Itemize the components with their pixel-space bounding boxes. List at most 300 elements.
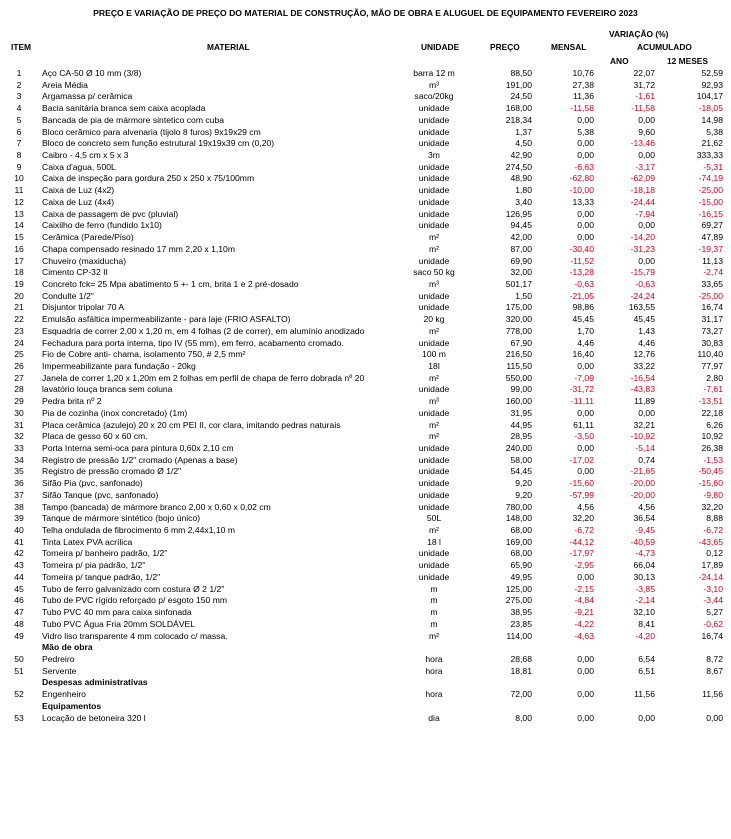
unit: unidade xyxy=(418,454,450,465)
material-name: Bacia sanitária branca sem caixa acoplada xyxy=(42,103,206,114)
table-row xyxy=(0,115,731,127)
material-name: Bloco de concreto sem função estrutural 19x19x39 cm (0,20) xyxy=(42,138,275,149)
table-row xyxy=(0,525,731,537)
year-variation: -3,85 xyxy=(635,583,655,594)
price: 28,95 xyxy=(510,431,532,442)
unit: saco 50 kg xyxy=(413,267,455,278)
twelve-month-variation: 10,92 xyxy=(701,431,723,442)
price: 780,00 xyxy=(505,501,532,512)
year-variation: 31,72 xyxy=(633,79,655,90)
unit: unidade xyxy=(418,290,450,301)
year-variation: -18,18 xyxy=(630,185,655,196)
price: 320,00 xyxy=(505,314,532,325)
monthly-variation: 0,00 xyxy=(577,443,594,453)
item-number: 45 xyxy=(14,583,24,594)
item-number: 39 xyxy=(14,513,24,524)
unit: m² xyxy=(428,419,440,430)
twelve-month-variation: 30,83 xyxy=(701,337,723,348)
material-name: Placa cerâmica (azulejo) 20 x 20 cm PEI II, cor clara, imitando pedras naturais xyxy=(42,419,341,430)
price: 275,00 xyxy=(505,595,532,606)
unit: m² xyxy=(428,372,440,383)
item-number: 35 xyxy=(14,466,24,477)
table-row xyxy=(0,560,731,572)
price: 550,00 xyxy=(505,372,532,383)
item-number: 33 xyxy=(14,443,24,453)
item-number: 40 xyxy=(14,525,24,536)
price: 3,40 xyxy=(515,196,532,207)
item-number: 15 xyxy=(14,232,24,243)
material-name: Vidro liso transparente 4 mm colocado c/ massa. xyxy=(42,630,228,641)
year-variation: -24,24 xyxy=(630,290,655,301)
monthly-variation: 13,33 xyxy=(572,196,594,207)
table-row xyxy=(0,291,731,303)
item-number: 22 xyxy=(14,314,24,325)
monthly-variation: -4,63 xyxy=(574,630,594,641)
material-name: Sifão Pia (pvc, sanfonado) xyxy=(42,478,143,489)
unit: unidade xyxy=(418,126,450,137)
price: 28,68 xyxy=(510,653,532,664)
material-name: Sifão Tanque (pvc, sanfonado) xyxy=(42,489,159,500)
twelve-month-variation: 11,13 xyxy=(702,255,723,266)
header-material: MATERIAL xyxy=(207,42,250,52)
monthly-variation: 0,00 xyxy=(577,360,594,371)
year-variation: 36,54 xyxy=(633,513,655,524)
twelve-month-variation: 0,00 xyxy=(706,712,723,723)
table-row xyxy=(0,127,731,139)
twelve-month-variation: -15,60 xyxy=(698,478,723,489)
item-number: 17 xyxy=(14,255,24,266)
table-row xyxy=(0,466,731,478)
unit: unidade xyxy=(418,255,450,266)
price: 69,90 xyxy=(510,255,532,266)
material-name: Janela de correr 1,20 x 1,20m em 2 folhas em perfil de chapa de ferro dobrada nº 20 xyxy=(42,372,365,383)
twelve-month-variation: -3,44 xyxy=(703,595,723,606)
monthly-variation: -0,63 xyxy=(574,278,594,289)
twelve-month-variation: -15,00 xyxy=(698,196,723,207)
item-number: 23 xyxy=(14,325,24,336)
twelve-month-variation: 32,20 xyxy=(701,501,723,512)
price: 274,50 xyxy=(505,161,532,172)
twelve-month-variation: -19,37 xyxy=(698,243,723,254)
material-name: Caixa de Luz (4x2) xyxy=(42,185,115,196)
item-number: 53 xyxy=(14,712,24,723)
material-name: Porta Interna semi-oca para pintura 0,60x 2,10 cm xyxy=(42,443,234,453)
unit: unidade xyxy=(418,161,450,172)
twelve-month-variation: 8,67 xyxy=(706,665,723,676)
year-variation: 163,55 xyxy=(628,302,655,313)
material-name: Tampo (bancada) de mármore branco 2,00 x 0,60 x 0,02 cm xyxy=(42,501,271,512)
twelve-month-variation: -50,45 xyxy=(698,466,723,477)
twelve-month-variation: 21,62 xyxy=(701,138,723,149)
monthly-variation: -7,09 xyxy=(574,372,594,383)
price: 88,50 xyxy=(510,68,532,78)
year-variation: -20,00 xyxy=(630,489,655,500)
unit: m³ xyxy=(428,396,440,407)
material-name: Cerâmica (Parede/Piso) xyxy=(42,232,134,243)
table-row xyxy=(0,326,731,338)
twelve-month-variation: 73,27 xyxy=(701,325,723,336)
year-variation: 11,56 xyxy=(634,689,655,700)
price: 168,00 xyxy=(505,103,532,114)
material-name: Locação de betoneira 320 l xyxy=(42,712,146,723)
year-variation: -5,14 xyxy=(635,443,655,453)
year-variation: 32,21 xyxy=(633,419,655,430)
table-row xyxy=(0,513,731,525)
price: 72,00 xyxy=(510,689,532,700)
monthly-variation: 0,00 xyxy=(577,208,594,219)
table-row xyxy=(0,572,731,584)
year-variation: -15,79 xyxy=(630,267,655,278)
unit: m³ xyxy=(428,278,440,289)
monthly-variation: 0,00 xyxy=(577,665,594,676)
material-name: Caixilho de ferro (fundido 1x10) xyxy=(42,220,162,231)
table-row xyxy=(0,267,731,279)
monthly-variation: 0,00 xyxy=(577,232,594,243)
table-row xyxy=(0,490,731,502)
price: 125,00 xyxy=(505,583,532,594)
unit: m² xyxy=(428,525,440,536)
monthly-variation: 0,00 xyxy=(577,689,594,700)
table-row xyxy=(0,138,731,150)
twelve-month-variation: 110,40 xyxy=(697,349,723,360)
item-number: 49 xyxy=(14,630,24,641)
price: 240,00 xyxy=(505,443,532,453)
price: 175,00 xyxy=(505,302,532,313)
unit: unidade xyxy=(418,196,450,207)
material-name: Cimento CP-32 II xyxy=(42,267,108,278)
table-row xyxy=(0,103,731,115)
unit: m xyxy=(430,618,438,629)
unit: unidade xyxy=(418,501,450,512)
material-name: Concreto fck= 25 Mpa abatimento 5 +- 1 cm, brita 1 e 2 pré-dosado xyxy=(42,278,299,289)
year-variation: 1,43 xyxy=(638,325,655,336)
year-variation: 33,22 xyxy=(633,360,655,371)
twelve-month-variation: 2,80 xyxy=(706,372,723,383)
year-variation: 0,00 xyxy=(638,150,655,161)
item-number: 26 xyxy=(14,360,24,371)
material-name: Engenheiro xyxy=(42,689,86,700)
material-name: Argamassa p/ cerâmica xyxy=(42,91,133,102)
monthly-variation: -11,11 xyxy=(570,396,594,407)
item-number: 9 xyxy=(16,161,22,172)
year-variation: 6,54 xyxy=(638,653,655,664)
material-name: Torneira p/ pia padrão, 1/2" xyxy=(42,560,146,571)
unit: m² xyxy=(428,243,440,254)
monthly-variation: 1,70 xyxy=(577,325,594,336)
year-variation: 0,00 xyxy=(638,114,655,125)
item-number: 41 xyxy=(14,536,24,547)
twelve-month-variation: 0,12 xyxy=(706,548,723,559)
twelve-month-variation: -74,19 xyxy=(698,173,723,184)
year-variation: 32,10 xyxy=(633,607,655,618)
item-number: 32 xyxy=(14,431,24,442)
header-12-meses: 12 MESES xyxy=(667,56,708,66)
material-name: Fechadura para porta interna, tipo IV (55 mm), em ferro, acabamento cromado. xyxy=(42,337,344,348)
material-name: Placa de gesso 60 x 60 cm. xyxy=(42,431,148,442)
header-mensal: MENSAL xyxy=(551,42,587,52)
year-variation: 0,00 xyxy=(638,255,655,266)
unit: unidade xyxy=(418,337,450,348)
unit: 18l xyxy=(428,360,440,371)
table-row xyxy=(0,431,731,443)
monthly-variation: 0,00 xyxy=(577,150,594,161)
material-name: Chapa compensado resinado 17 mm 2,20 x 1,10m xyxy=(42,243,235,254)
price: 148,00 xyxy=(505,513,532,524)
item-number: 19 xyxy=(14,278,24,289)
item-number: 46 xyxy=(14,595,24,606)
table-row xyxy=(0,443,731,455)
monthly-variation: 5,38 xyxy=(577,126,594,137)
material-name: Caixa de Luz (4x4) xyxy=(42,196,115,207)
unit: m² xyxy=(428,232,440,243)
price: 65,90 xyxy=(510,560,532,571)
group-label: Mão de obra xyxy=(42,642,93,653)
unit: unidade xyxy=(418,478,450,489)
group-spacer xyxy=(0,677,38,689)
price: 4,50 xyxy=(515,138,532,149)
twelve-month-variation: 14,98 xyxy=(701,114,723,125)
twelve-month-variation: -7,61 xyxy=(703,384,723,395)
monthly-variation: 0,00 xyxy=(577,653,594,664)
twelve-month-variation: 17,89 xyxy=(701,560,723,571)
monthly-variation: 0,00 xyxy=(577,220,594,231)
table-row xyxy=(0,713,731,725)
material-name: Tanque de mármore sintético (bojo único) xyxy=(42,513,201,524)
price: 9,20 xyxy=(515,489,532,500)
monthly-variation: -2,15 xyxy=(574,583,594,594)
monthly-variation: -57,99 xyxy=(569,489,594,500)
price: 115,50 xyxy=(506,360,532,371)
price: 58,00 xyxy=(510,454,532,465)
unit: 100 m xyxy=(422,349,446,360)
year-variation: 6,51 xyxy=(638,665,655,676)
price: 54,45 xyxy=(510,466,532,477)
table-row xyxy=(0,584,731,596)
table-row xyxy=(0,279,731,291)
year-variation: 30,13 xyxy=(633,571,655,582)
item-number: 5 xyxy=(16,114,22,125)
material-name: Fio de Cobre anti- chama, isolamento 750, # 2,5 mm² xyxy=(42,349,246,360)
table-row xyxy=(0,197,731,209)
material-name: Registro de pressão 1/2" cromado (Apenas a base) xyxy=(42,454,238,465)
price: 32,00 xyxy=(510,267,532,278)
material-name: Pia de cozinha (inox concretado) (1m) xyxy=(42,407,188,418)
material-name: Esquadria de correr 2,00 x 1,20 m, em 4 folhas (2 de correr), em alumínio anodizado xyxy=(42,325,365,336)
table-row xyxy=(0,256,731,268)
year-variation: -21,65 xyxy=(630,466,655,477)
item-number: 42 xyxy=(14,548,24,559)
price-table-body xyxy=(0,68,731,724)
table-row xyxy=(0,173,731,185)
item-number: 47 xyxy=(14,607,24,618)
table-row xyxy=(0,654,731,666)
table-row xyxy=(0,209,731,221)
unit: 50L xyxy=(426,513,442,524)
table-row xyxy=(0,384,731,396)
table-row xyxy=(0,162,731,174)
material-name: Caixa de passagem de pvc (pluvial) xyxy=(42,208,179,219)
table-row xyxy=(0,338,731,350)
item-number: 31 xyxy=(14,419,24,430)
header-acumulado: ACUMULADO xyxy=(637,42,692,52)
twelve-month-variation: 5,27 xyxy=(706,607,723,618)
material-name: Bancada de pia de mármore sintetico com cuba xyxy=(42,114,225,125)
unit: 20 kg xyxy=(423,314,445,325)
twelve-month-variation: -9,80 xyxy=(703,489,723,500)
material-name: Telha ondulada de fibrocimento 6 mm 2,44x1,10 m xyxy=(42,525,235,536)
twelve-month-variation: 77,97 xyxy=(701,360,723,371)
monthly-variation: 0,00 xyxy=(577,571,594,582)
material-name: lavatório louça branca sem coluna xyxy=(42,384,173,395)
twelve-month-variation: 8,88 xyxy=(706,513,723,524)
monthly-variation: 4,56 xyxy=(577,501,594,512)
price: 68,00 xyxy=(510,525,532,536)
item-number: 37 xyxy=(14,489,24,500)
item-number: 3 xyxy=(16,91,22,102)
monthly-variation: -10,00 xyxy=(569,185,594,196)
group-spacer xyxy=(0,701,38,713)
material-name: Tubo de PVC rígido reforçado p/ esgoto 150 mm xyxy=(42,595,228,606)
monthly-variation: -31,72 xyxy=(569,384,594,395)
price: 38,95 xyxy=(510,607,532,618)
item-number: 1 xyxy=(16,68,22,78)
unit: dia xyxy=(428,712,440,723)
twelve-month-variation: 6,26 xyxy=(706,419,723,430)
price: 8,00 xyxy=(515,712,532,723)
year-variation: 0,00 xyxy=(638,407,655,418)
unit: unidade xyxy=(418,443,450,453)
material-name: Areia Média xyxy=(42,79,88,90)
item-number: 30 xyxy=(14,407,24,418)
group-header-row xyxy=(0,642,731,654)
monthly-variation: -30,40 xyxy=(569,243,594,254)
twelve-month-variation: -6,72 xyxy=(703,525,723,536)
twelve-month-variation: -2,74 xyxy=(703,267,723,278)
material-name: Impermeabilizante para fundação - 20kg xyxy=(42,360,196,371)
twelve-month-variation: -0,62 xyxy=(703,618,723,629)
item-number: 28 xyxy=(14,384,24,395)
year-variation: -62,09 xyxy=(630,173,655,184)
table-row xyxy=(0,396,731,408)
item-number: 43 xyxy=(14,560,24,571)
material-name: Servente xyxy=(42,665,77,676)
material-name: Caibro - 4,5 cm x 5 x 3 xyxy=(42,150,129,161)
item-number: 34 xyxy=(14,454,24,465)
group-label: Equipamentos xyxy=(42,700,102,711)
item-number: 6 xyxy=(16,126,22,137)
year-variation: -14,20 xyxy=(630,232,655,243)
unit: hora xyxy=(425,653,443,664)
year-variation: -2,14 xyxy=(635,595,655,606)
item-number: 24 xyxy=(14,337,24,348)
item-number: 18 xyxy=(14,267,24,278)
item-number: 48 xyxy=(14,618,24,629)
item-number: 20 xyxy=(14,290,24,301)
item-number: 25 xyxy=(14,349,24,360)
monthly-variation: -13,28 xyxy=(569,267,594,278)
monthly-variation: 10,76 xyxy=(572,68,594,78)
year-variation: 11,89 xyxy=(634,396,655,407)
price: 114,00 xyxy=(506,630,532,641)
price: 31,95 xyxy=(510,407,532,418)
monthly-variation: 98,86 xyxy=(572,302,594,313)
material-name: Condulte 1/2" xyxy=(42,290,94,301)
price: 42,90 xyxy=(510,150,532,161)
table-row xyxy=(0,420,731,432)
year-variation: 0,00 xyxy=(638,220,655,231)
year-variation: -20,00 xyxy=(630,478,655,489)
table-row xyxy=(0,302,731,314)
price: 99,00 xyxy=(510,384,532,395)
monthly-variation: 0,00 xyxy=(577,138,594,149)
unit: unidade xyxy=(418,173,450,184)
table-row xyxy=(0,595,731,607)
twelve-month-variation: -25,00 xyxy=(698,185,723,196)
price: 44,95 xyxy=(510,419,532,430)
price: 169,00 xyxy=(505,536,532,547)
price: 160,00 xyxy=(505,396,532,407)
unit: unidade xyxy=(418,571,450,582)
material-name: Pedra brita nº 2 xyxy=(42,396,102,407)
twelve-month-variation: -13,51 xyxy=(698,396,723,407)
price: 48,90 xyxy=(510,173,532,184)
monthly-variation: -3,50 xyxy=(574,431,594,442)
price: 1,80 xyxy=(515,185,532,196)
unit: unidade xyxy=(418,138,450,149)
price: 9,20 xyxy=(515,478,532,489)
unit: 3m xyxy=(428,150,440,161)
year-variation: 0,74 xyxy=(638,454,655,465)
year-variation: -0,63 xyxy=(635,278,655,289)
twelve-month-variation: 52,59 xyxy=(701,68,723,78)
group-label: Despesas administrativas xyxy=(42,677,148,688)
twelve-month-variation: 5,38 xyxy=(706,126,723,137)
table-row xyxy=(0,689,731,701)
unit: m² xyxy=(428,325,440,336)
group-header-row xyxy=(0,701,731,713)
table-row xyxy=(0,537,731,549)
year-variation: -4,73 xyxy=(635,548,655,559)
table-row xyxy=(0,478,731,490)
twelve-month-variation: -43,65 xyxy=(698,536,723,547)
table-row xyxy=(0,607,731,619)
unit: unidade xyxy=(418,185,450,196)
table-row xyxy=(0,548,731,560)
monthly-variation: 61,11 xyxy=(573,419,594,430)
header-item: ITEM xyxy=(11,42,32,52)
group-spacer xyxy=(0,642,38,654)
table-row xyxy=(0,631,731,643)
monthly-variation: 0,00 xyxy=(577,114,594,125)
price: 778,00 xyxy=(505,325,532,336)
material-name: Pedreiro xyxy=(42,653,75,664)
unit: m xyxy=(430,583,438,594)
twelve-month-variation: -18,05 xyxy=(698,103,723,114)
twelve-month-variation: 22,18 xyxy=(701,407,723,418)
monthly-variation: -11,52 xyxy=(570,255,594,266)
twelve-month-variation: 47,89 xyxy=(701,232,723,243)
unit: m² xyxy=(428,431,440,442)
price: 67,90 xyxy=(510,337,532,348)
year-variation: -40,59 xyxy=(630,536,655,547)
material-name: Tubo de ferro galvanizado com costura Ø 2 1/2" xyxy=(42,583,225,594)
price: 218,34 xyxy=(505,114,532,125)
item-number: 29 xyxy=(14,396,24,407)
twelve-month-variation: -16,15 xyxy=(698,208,723,219)
report-title: PREÇO E VARIAÇÃO DE PREÇO DO MATERIAL DE CONSTRUÇÃO, MÃO DE OBRA E ALUGUEL DE EQUIPAMENTO FEVEREIRO 2023 xyxy=(93,8,638,18)
twelve-month-variation: 11,56 xyxy=(702,689,723,700)
monthly-variation: 0,00 xyxy=(577,407,594,418)
